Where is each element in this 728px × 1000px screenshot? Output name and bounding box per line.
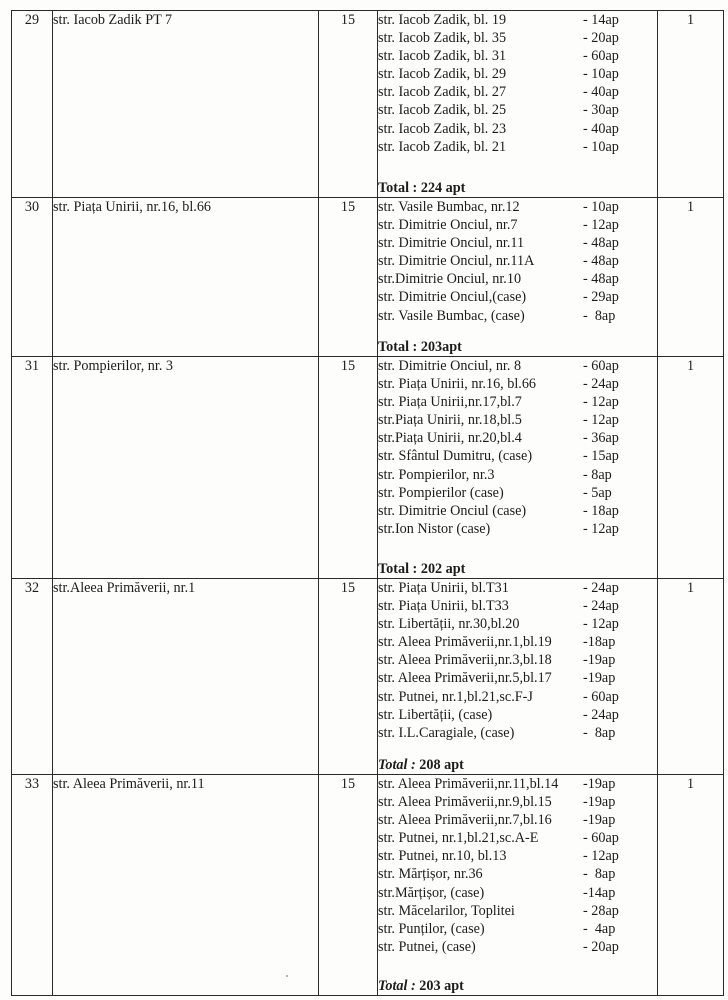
street-entry (378, 484, 657, 502)
street-units: - 24ap (583, 706, 619, 723)
street-entry (378, 775, 657, 793)
scan-speck (286, 975, 288, 977)
street-entry (378, 216, 657, 234)
street-units: - 48ap (583, 253, 619, 270)
street-entry (378, 252, 657, 270)
street-name: str. Aleea Primăverii,nr.7,bl.16 (378, 812, 552, 829)
street-name: str. Iacob Zadik, bl. 27 (378, 84, 507, 101)
street-units: - 20ap (583, 30, 619, 47)
street-units: - 30ap (583, 102, 619, 119)
street-units: - 15ap (583, 448, 619, 465)
total-value: 203 apt (419, 977, 464, 994)
street-entry (378, 138, 657, 156)
row-number-cell: 31 (12, 357, 53, 579)
street-entry (378, 101, 657, 119)
street-units: - 12ap (583, 394, 619, 411)
street-name: str. Dimitrie Onciul, nr.11 (378, 235, 525, 252)
street-entry (378, 579, 657, 597)
street-entry (378, 11, 657, 29)
street-units: - 18ap (583, 502, 619, 519)
street-units: - 5ap (583, 484, 612, 501)
street-name: str. Putnei, nr.1,bl.21,sc.A-E (378, 830, 539, 847)
table-row (12, 579, 724, 775)
street-name: str. Putnei, nr.1,bl.21,sc.F-J (378, 688, 533, 705)
street-units: - 36ap (583, 430, 619, 447)
quota-cell: 1 (658, 198, 724, 357)
street-name: str. Dimitrie Onciul, nr.11A (378, 253, 535, 270)
street-units: - 40ap (583, 120, 619, 137)
street-name: str. Pompierilor, nr.3 (378, 466, 495, 483)
street-name: str. Dimitrie Onciul, nr. 8 (378, 358, 522, 374)
street-name: str.Mărțișor, (case) (378, 884, 485, 901)
street-name: str. Putnei, (case) (378, 938, 476, 955)
streets-list (378, 579, 657, 774)
street-name: str. Piața Unirii, bl.T31 (378, 580, 509, 596)
location-cell: str.Aleea Primăverii, nr.1 (53, 579, 319, 775)
street-name: str. Iacob Zadik, bl. 19 (378, 12, 507, 28)
street-entry (378, 615, 657, 633)
street-units: - 8ap (583, 466, 612, 483)
location-cell: str. Piața Unirii, nr.16, bl.66 (53, 198, 319, 357)
street-units: -14ap (583, 884, 616, 901)
street-name: str.Ion Nistor (case) (378, 520, 491, 537)
count-cell: 15 (319, 357, 378, 579)
street-entry (378, 724, 657, 742)
street-name: str. Libertății, nr.30,bl.20 (378, 616, 520, 633)
total-line (378, 179, 465, 197)
street-units: - 10ap (583, 138, 619, 155)
street-name: str. Iacob Zadik, bl. 23 (378, 120, 507, 137)
total-line (378, 756, 464, 774)
street-entry (378, 270, 657, 288)
street-units: -18ap (583, 634, 616, 651)
allocation-table (11, 10, 724, 996)
total-label: Total : (378, 179, 418, 196)
row-number-cell: 32 (12, 579, 53, 775)
street-entry (378, 938, 657, 956)
street-entry (378, 375, 657, 393)
street-name: str. Mărțișor, nr.36 (378, 866, 483, 883)
street-entry (378, 633, 657, 651)
street-entry (378, 669, 657, 687)
street-entry (378, 706, 657, 724)
street-entry (378, 884, 657, 902)
street-entry (378, 902, 657, 920)
street-name: str. Sfântul Dumitru, (case) (378, 448, 533, 465)
street-name: str. Iacob Zadik, bl. 35 (378, 30, 507, 47)
street-name: str. Libertății, (case) (378, 706, 493, 723)
quota-cell: 1 (658, 579, 724, 775)
count-cell: 15 (319, 775, 378, 996)
streets-list (378, 357, 657, 578)
street-units: - 48ap (583, 235, 619, 252)
street-name: str. Dimitrie Onciul, nr.7 (378, 217, 518, 234)
street-name: str. Iacob Zadik, bl. 31 (378, 48, 507, 65)
street-units: - 12ap (583, 217, 619, 234)
street-entry (378, 865, 657, 883)
street-name: str. Aleea Primăverii,nr.9,bl.15 (378, 794, 552, 811)
street-name: str. Vasile Bumbac, nr.12 (378, 199, 520, 215)
streets-list (378, 198, 657, 356)
count-cell: 15 (319, 198, 378, 357)
street-name: str.Piața Unirii, nr.20,bl.4 (378, 430, 522, 447)
street-entry (378, 198, 657, 216)
streets-list (378, 775, 657, 995)
street-name: str. Aleea Primăverii,nr.3,bl.18 (378, 652, 552, 669)
total-line (378, 977, 464, 995)
table-row (12, 198, 724, 357)
row-number-cell: 29 (12, 11, 53, 198)
street-entry (378, 793, 657, 811)
street-units: -19ap (583, 652, 616, 669)
street-units: - 24ap (583, 376, 619, 393)
street-units: - 10ap (583, 199, 619, 215)
streets-cell (378, 579, 658, 775)
street-name: str. Dimitrie Onciul,(case) (378, 289, 527, 306)
street-units: -19ap (583, 670, 616, 687)
street-name: str. Iacob Zadik, bl. 29 (378, 66, 507, 83)
street-entry (378, 288, 657, 306)
street-entry (378, 120, 657, 138)
table-body (12, 11, 724, 996)
street-name: str. Piața Unirii, bl.T33 (378, 598, 509, 615)
street-units: - 24ap (583, 580, 619, 596)
total-label: Total : (378, 560, 418, 577)
street-units: - 29ap (583, 289, 619, 306)
total-label: Total : (378, 338, 418, 355)
street-entry (378, 429, 657, 447)
street-entry (378, 65, 657, 83)
street-units: - 60ap (583, 688, 619, 705)
street-entry (378, 357, 657, 375)
street-name: str. Aleea Primăverii,nr.1,bl.19 (378, 634, 552, 651)
streets-cell (378, 198, 658, 357)
street-name: str. Iacob Zadik, bl. 21 (378, 138, 507, 155)
street-entry (378, 466, 657, 484)
street-name: str. Aleea Primăverii,nr.11,bl.14 (378, 776, 559, 792)
street-units: - 28ap (583, 902, 619, 919)
street-units: - 14ap (583, 12, 619, 28)
street-units: -19ap (583, 776, 616, 792)
street-units: - 8ap (583, 724, 616, 741)
street-entry (378, 29, 657, 47)
table-row (12, 357, 724, 579)
total-label: Total : (378, 756, 416, 773)
total-line (378, 338, 462, 356)
street-units: - 12ap (583, 520, 619, 537)
streets-list (378, 11, 657, 197)
street-name: str. Aleea Primăverii,nr.5,bl.17 (378, 670, 552, 687)
total-value: 203apt (420, 338, 462, 355)
location-cell: str. Aleea Primăverii, nr.11 (53, 775, 319, 996)
street-name: str. Măcelarilor, Toplitei (378, 902, 515, 919)
street-entry (378, 829, 657, 847)
street-entry (378, 393, 657, 411)
table-row (12, 775, 724, 996)
quota-cell: 1 (658, 11, 724, 198)
location-cell: str. Pompierilor, nr. 3 (53, 357, 319, 579)
row-number-cell: 30 (12, 198, 53, 357)
street-entry (378, 688, 657, 706)
street-entry (378, 234, 657, 252)
street-units: - 4ap (583, 920, 616, 937)
total-value: 202 apt (420, 560, 466, 577)
street-units: - 60ap (583, 48, 619, 65)
street-entry (378, 597, 657, 615)
count-cell: 15 (319, 11, 378, 198)
street-entry (378, 307, 657, 325)
streets-cell (378, 357, 658, 579)
location-cell: str. Iacob Zadik PT 7 (53, 11, 319, 198)
street-units: - 12ap (583, 412, 619, 429)
street-units: - 20ap (583, 938, 619, 955)
street-units: - 40ap (583, 84, 619, 101)
street-name: str. Piața Unirii, nr.16, bl.66 (378, 376, 537, 393)
street-name: str. Putnei, nr.10, bl.13 (378, 848, 507, 865)
street-entry (378, 651, 657, 669)
count-cell: 15 (319, 579, 378, 775)
street-entry (378, 847, 657, 865)
street-name: str.Piața Unirii, nr.18,bl.5 (378, 412, 522, 429)
total-line (378, 560, 465, 578)
street-name: str. Punților, (case) (378, 920, 485, 937)
street-entry (378, 47, 657, 65)
street-name: str. I.L.Caragiale, (case) (378, 724, 515, 741)
street-units: - 60ap (583, 830, 619, 847)
street-name: str. Piața Unirii,nr.17,bl.7 (378, 394, 522, 411)
street-name: str. Pompierilor (case) (378, 484, 504, 501)
street-units: - 60ap (583, 358, 619, 374)
street-name: str. Dimitrie Onciul (case) (378, 502, 527, 519)
street-entry (378, 447, 657, 465)
table-row (12, 11, 724, 198)
street-name: str. Iacob Zadik, bl. 25 (378, 102, 507, 119)
street-units: - 12ap (583, 616, 619, 633)
street-units: - 10ap (583, 66, 619, 83)
street-entry (378, 811, 657, 829)
quota-cell: 1 (658, 357, 724, 579)
streets-cell (378, 775, 658, 996)
street-units: - 8ap (583, 866, 616, 883)
quota-cell: 1 (658, 775, 724, 996)
street-units: - 24ap (583, 598, 619, 615)
street-entry (378, 411, 657, 429)
street-units: - 48ap (583, 271, 619, 288)
street-entry (378, 83, 657, 101)
streets-cell (378, 11, 658, 198)
total-value: 224 apt (420, 179, 466, 196)
street-units: - 12ap (583, 848, 619, 865)
street-units: -19ap (583, 812, 616, 829)
street-entry (378, 920, 657, 938)
total-label: Total : (378, 977, 416, 994)
total-value: 208 apt (419, 756, 464, 773)
street-entry (378, 502, 657, 520)
street-entry (378, 520, 657, 538)
row-number-cell: 33 (12, 775, 53, 996)
street-units: -19ap (583, 794, 616, 811)
street-name: str.Dimitrie Onciul, nr.10 (378, 271, 522, 288)
street-units: - 8ap (583, 307, 616, 324)
street-name: str. Vasile Bumbac, (case) (378, 307, 525, 324)
